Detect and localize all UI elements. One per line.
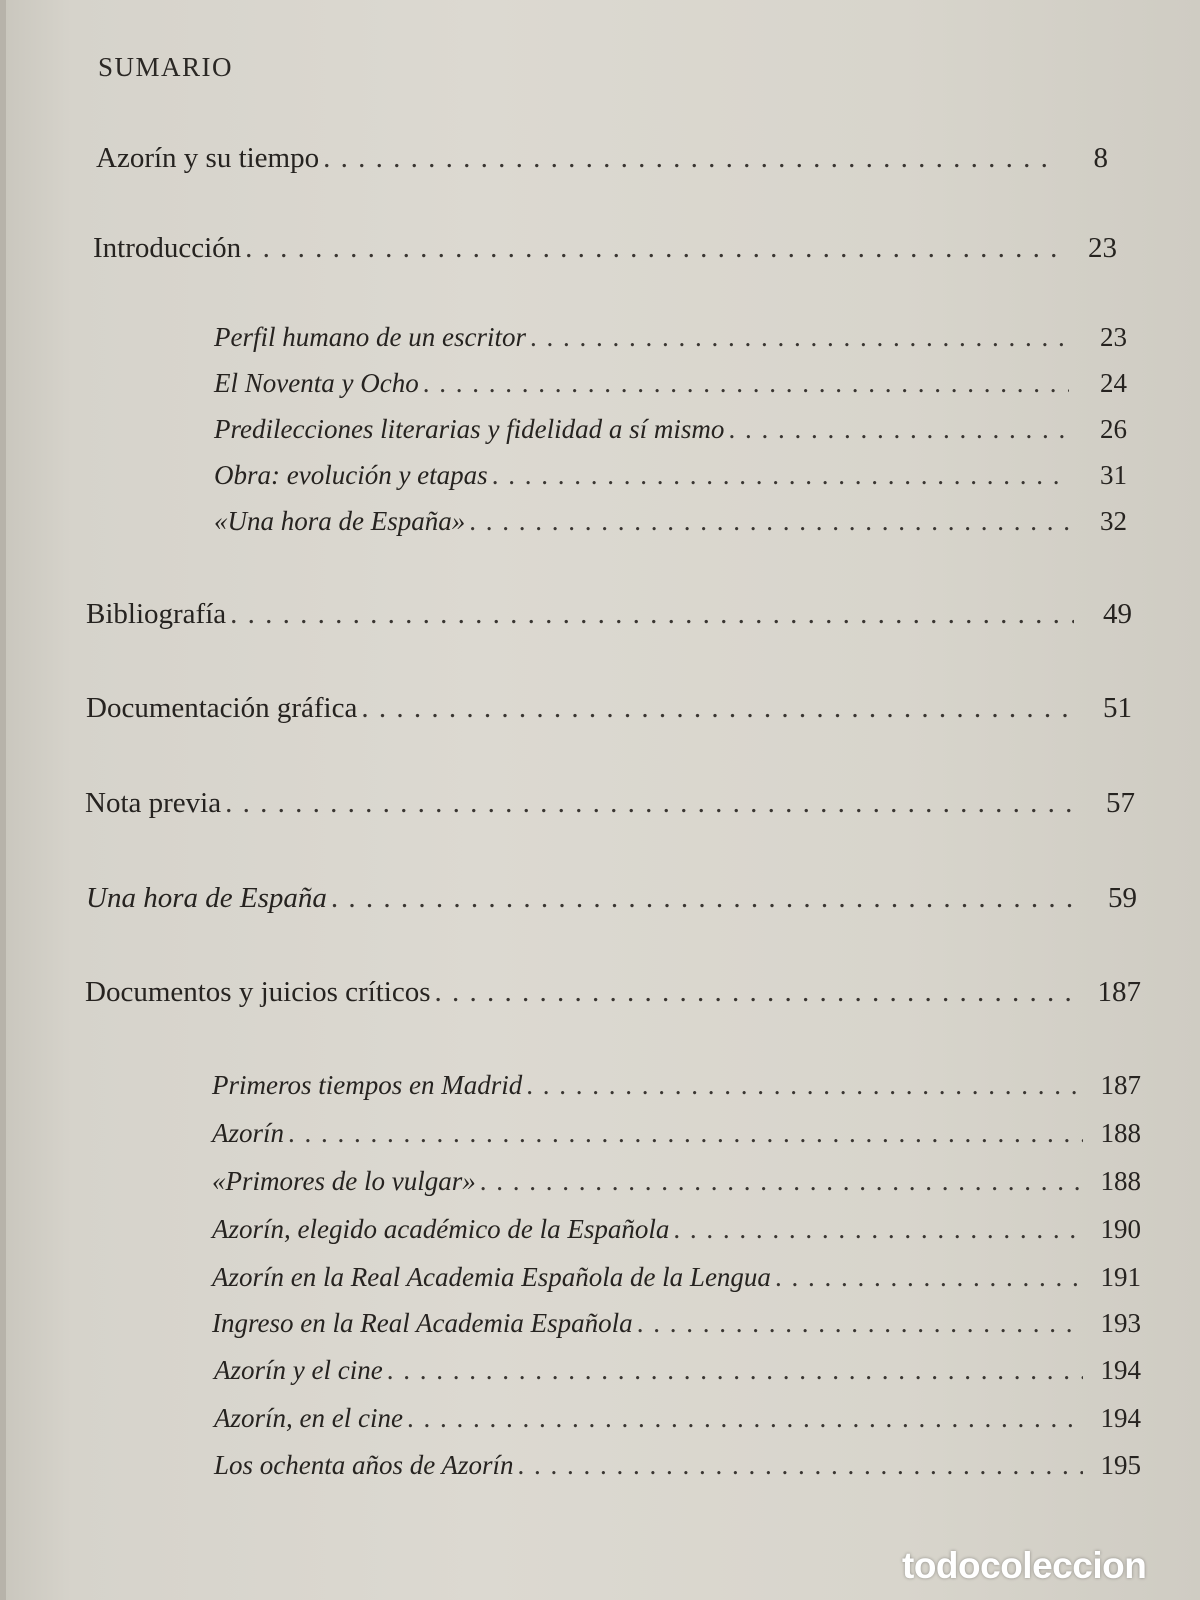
toc-entry-label: Nota previa — [85, 787, 222, 819]
toc-entry-label: El Noventa y Ocho — [214, 368, 419, 398]
toc-entry-page: 187 — [1100, 1070, 1141, 1100]
dot-leader — [775, 1262, 1083, 1293]
dot-leader — [728, 414, 1069, 445]
toc-entry-page: 8 — [1093, 142, 1108, 174]
toc-subentry — [212, 1070, 1141, 1101]
page-edge — [0, 0, 6, 1600]
toc-subentry — [214, 414, 1127, 445]
toc-entry-page: 191 — [1100, 1262, 1141, 1292]
dot-leader — [492, 460, 1069, 491]
toc-entry-page: 193 — [1100, 1308, 1141, 1338]
toc-subentry — [212, 1214, 1141, 1245]
dot-leader — [331, 882, 1079, 915]
toc-entry-nota-previa — [85, 787, 1135, 820]
toc-subentry — [212, 1262, 1141, 1293]
toc-entry-page: 23 — [1088, 232, 1117, 264]
toc-subentry — [214, 1403, 1141, 1434]
dot-leader — [407, 1403, 1083, 1434]
toc-subentry — [214, 1450, 1141, 1481]
toc-entry-azorin-y-su-tiempo — [96, 142, 1108, 175]
dot-leader — [361, 692, 1074, 725]
toc-entry-label: «Una hora de España» — [214, 506, 466, 536]
toc-entry-page: 59 — [1108, 882, 1137, 914]
dot-leader — [637, 1308, 1083, 1339]
toc-entry-label: Azorín y el cine — [214, 1355, 383, 1385]
toc-entry-label: Azorín y su tiempo — [96, 142, 320, 174]
toc-subentry — [214, 460, 1127, 491]
toc-subentry — [214, 322, 1127, 353]
toc-entry-page: 190 — [1100, 1214, 1141, 1244]
toc-entry-page: 57 — [1106, 787, 1135, 819]
toc-entry-page: 187 — [1097, 976, 1141, 1008]
dot-leader — [387, 1355, 1083, 1386]
toc-entry-documentos-y-juicios-criticos — [85, 976, 1141, 1009]
dot-leader — [288, 1118, 1083, 1149]
toc-entry-page: 188 — [1100, 1166, 1141, 1196]
toc-entry-documentacion-grafica — [86, 692, 1132, 725]
toc-subentry — [212, 1166, 1141, 1197]
toc-subentry — [214, 1355, 1141, 1386]
toc-entry-label: Azorín, elegido académico de la Española — [212, 1214, 670, 1244]
toc-entry-page: 51 — [1103, 692, 1132, 724]
dot-leader — [518, 1450, 1083, 1481]
toc-subentry — [212, 1308, 1141, 1339]
toc-entry-bibliografia — [86, 598, 1132, 631]
dot-leader — [526, 1070, 1083, 1101]
toc-entry-page: 195 — [1100, 1450, 1141, 1480]
toc-entry-label: Ingreso en la Real Academia Española — [212, 1308, 633, 1338]
toc-subentry — [214, 368, 1127, 399]
toc-entry-label: Azorín — [212, 1118, 285, 1148]
dot-leader — [230, 598, 1074, 631]
dot-leader — [435, 976, 1083, 1009]
toc-entry-label: Documentación gráfica — [86, 692, 358, 724]
toc-entry-page: 49 — [1103, 598, 1132, 630]
toc-entry-label: Los ochenta años de Azorín — [214, 1450, 514, 1480]
dot-leader — [323, 142, 1050, 175]
toc-entry-label: Documentos y juicios críticos — [85, 976, 431, 1008]
toc-entry-label: Bibliografía — [86, 598, 227, 630]
toc-entry-page: 26 — [1100, 414, 1127, 444]
dot-leader — [480, 1166, 1083, 1197]
toc-entry-page: 32 — [1100, 506, 1127, 536]
toc-subentry — [214, 506, 1127, 537]
toc-entry-page: 188 — [1100, 1118, 1141, 1148]
dot-leader — [423, 368, 1069, 399]
toc-entry-page: 194 — [1100, 1355, 1141, 1385]
toc-entry-page: 23 — [1100, 322, 1127, 352]
toc-entry-label: Primeros tiempos en Madrid — [212, 1070, 523, 1100]
toc-entry-label: Una hora de España — [86, 882, 327, 914]
toc-entry-label: Introducción — [93, 232, 242, 264]
toc-subentry — [212, 1118, 1141, 1149]
toc-entry-page: 194 — [1100, 1403, 1141, 1433]
watermark: todocoleccion — [902, 1545, 1147, 1586]
dot-leader — [245, 232, 1059, 265]
dot-leader — [225, 787, 1077, 820]
toc-entry-label: Azorín, en el cine — [214, 1403, 403, 1433]
toc-entry-introduccion — [93, 232, 1117, 265]
toc-entry-page: 31 — [1100, 460, 1127, 490]
toc-entry-label: Obra: evolución y etapas — [214, 460, 488, 490]
dot-leader — [673, 1214, 1083, 1245]
toc-entry-label: Perfil humano de un escritor — [214, 322, 526, 352]
toc-entry-una-hora-de-espana — [86, 882, 1137, 915]
toc-entry-label: Predilecciones literarias y fidelidad a sí mismo — [214, 414, 725, 444]
toc-entry-page: 24 — [1100, 368, 1127, 398]
toc-heading: SUMARIO — [98, 52, 234, 82]
toc-entry-label: «Primores de lo vulgar» — [212, 1166, 476, 1196]
toc-entry-label: Azorín en la Real Academia Española de la Lengua — [212, 1262, 771, 1292]
dot-leader — [469, 506, 1069, 537]
dot-leader — [530, 322, 1069, 353]
